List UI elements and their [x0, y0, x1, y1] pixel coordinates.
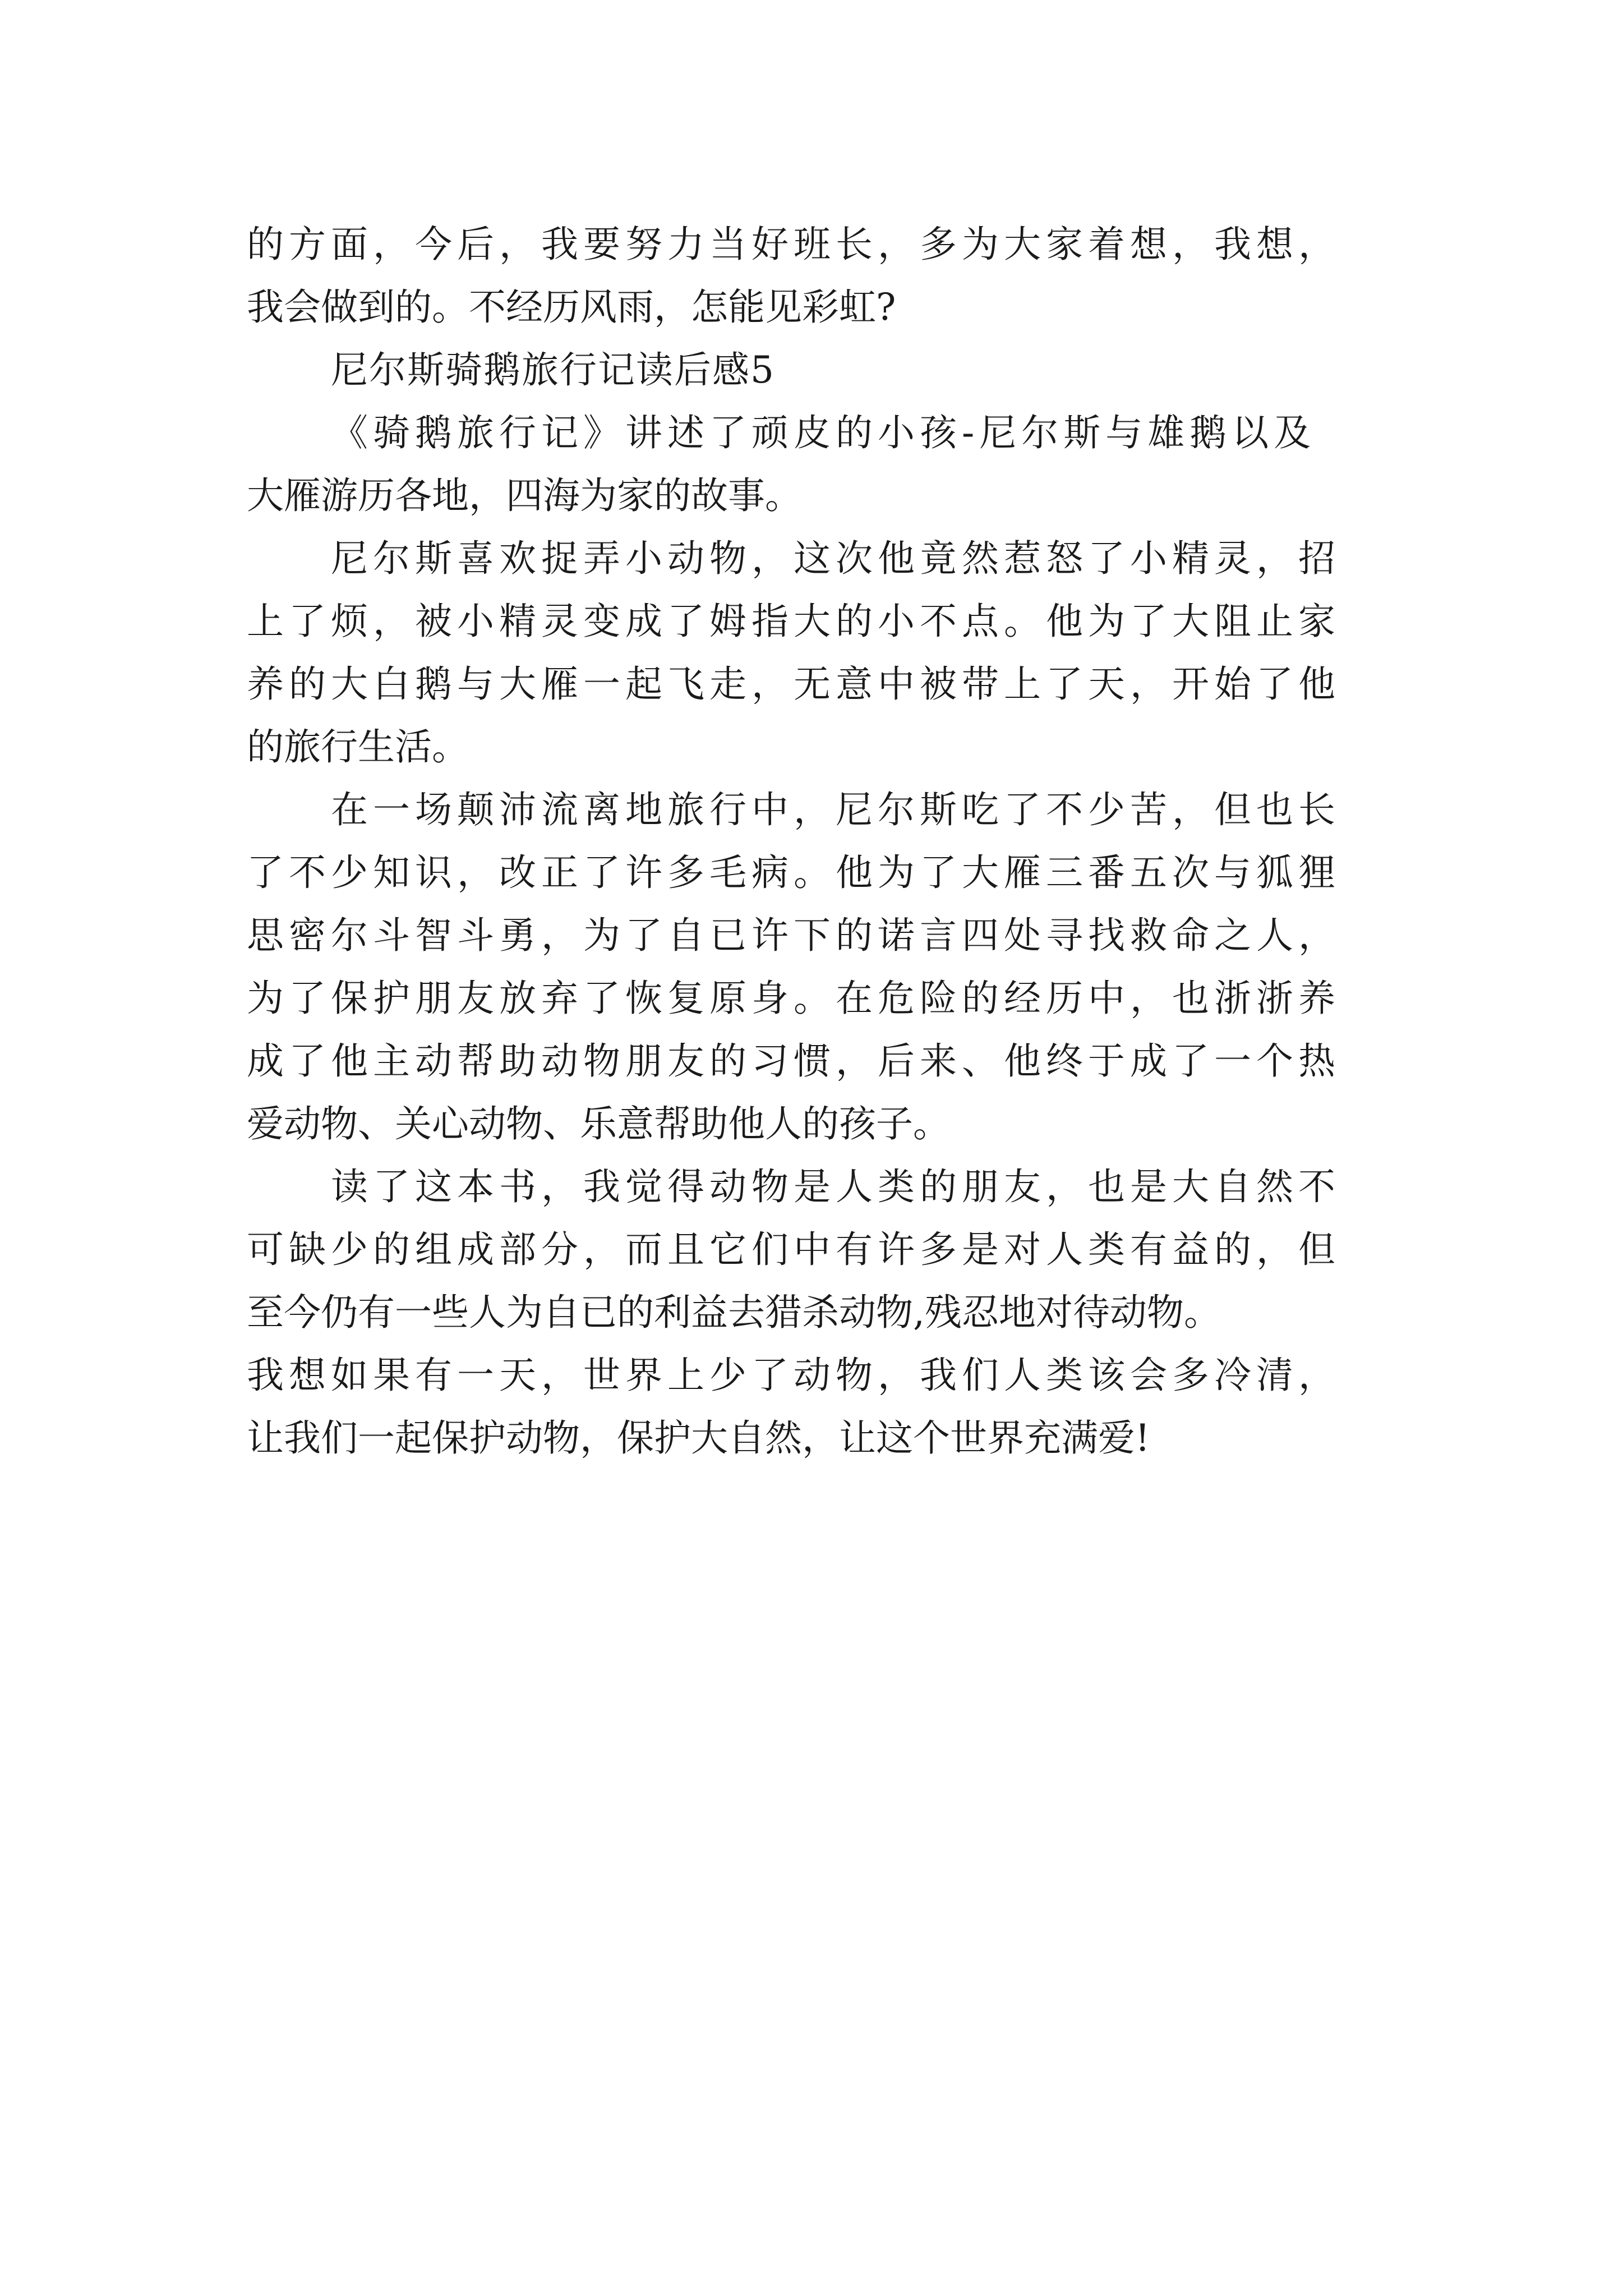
text-line: 可缺少的组成部分，而且它们中有许多是对人类有益的，但: [247, 1228, 1340, 1271]
text-line: 在一场颠沛流离地旅行中，尼尔斯吃了不少苦，但也长: [331, 788, 1340, 831]
document-body: [247, 213, 1413, 1470]
text-line: 《骑鹅旅行记》讲述了顽皮的小孩-尼尔斯与雄鹅以及: [331, 411, 1316, 454]
text-line: 我会做到的。不经历风雨，怎能见彩虹?: [247, 286, 896, 329]
text-line: 养的大白鹅与大雁一起飞走，无意中被带上了天，开始了他: [247, 662, 1340, 706]
text-line: 成了他主动帮助动物朋友的习惯，后来、他终于成了一个热: [247, 1039, 1340, 1083]
text-line: 至今仍有一些人为自已的利益去猎杀动物,残忍地对待动物。: [247, 1291, 1221, 1334]
text-line: 尼尔斯喜欢捉弄小动物，这次他竟然惹怒了小精灵，招: [331, 537, 1340, 580]
section-heading: [247, 339, 1413, 402]
paragraph-body: [247, 527, 1413, 779]
paragraph-continuation: [247, 213, 1413, 339]
paragraph-body: [247, 779, 1413, 1156]
text-line: 让我们一起保护动物，保护大自然，让这个世界充满爱!: [247, 1416, 1150, 1460]
text-line: 了不少知识，改正了许多毛病。他为了大雁三番五次与狐狸: [247, 851, 1340, 894]
text-line: 的方面，今后，我要努力当好班长，多为大家着想，我想，: [247, 223, 1340, 266]
text-line: 读了这本书，我觉得动物是人类的朋友，也是大自然不: [331, 1165, 1340, 1208]
paragraph-intro: [247, 402, 1413, 527]
text-line: 为了保护朋友放弃了恢复原身。在危险的经历中，也浙浙养: [247, 977, 1340, 1020]
text-line: 上了烦，被小精灵变成了姆指大的小不点。他为了大阻止家: [247, 600, 1340, 643]
heading-text: 尼尔斯骑鹅旅行记读后感5: [331, 348, 775, 392]
text-line: 我想如果有一天，世界上少了动物，我们人类该会多冷清，: [247, 1354, 1340, 1397]
paragraph-body: [247, 1156, 1413, 1470]
text-line: 大雁游历各地，四海为家的故事。: [247, 474, 802, 517]
text-line: 爱动物、关心动物、乐意帮助他人的孩子。: [247, 1102, 950, 1145]
text-line: 的旅行生活。: [247, 725, 469, 769]
text-line: 思密尔斗智斗勇，为了自已许下的诺言四处寻找救命之人，: [247, 914, 1340, 957]
